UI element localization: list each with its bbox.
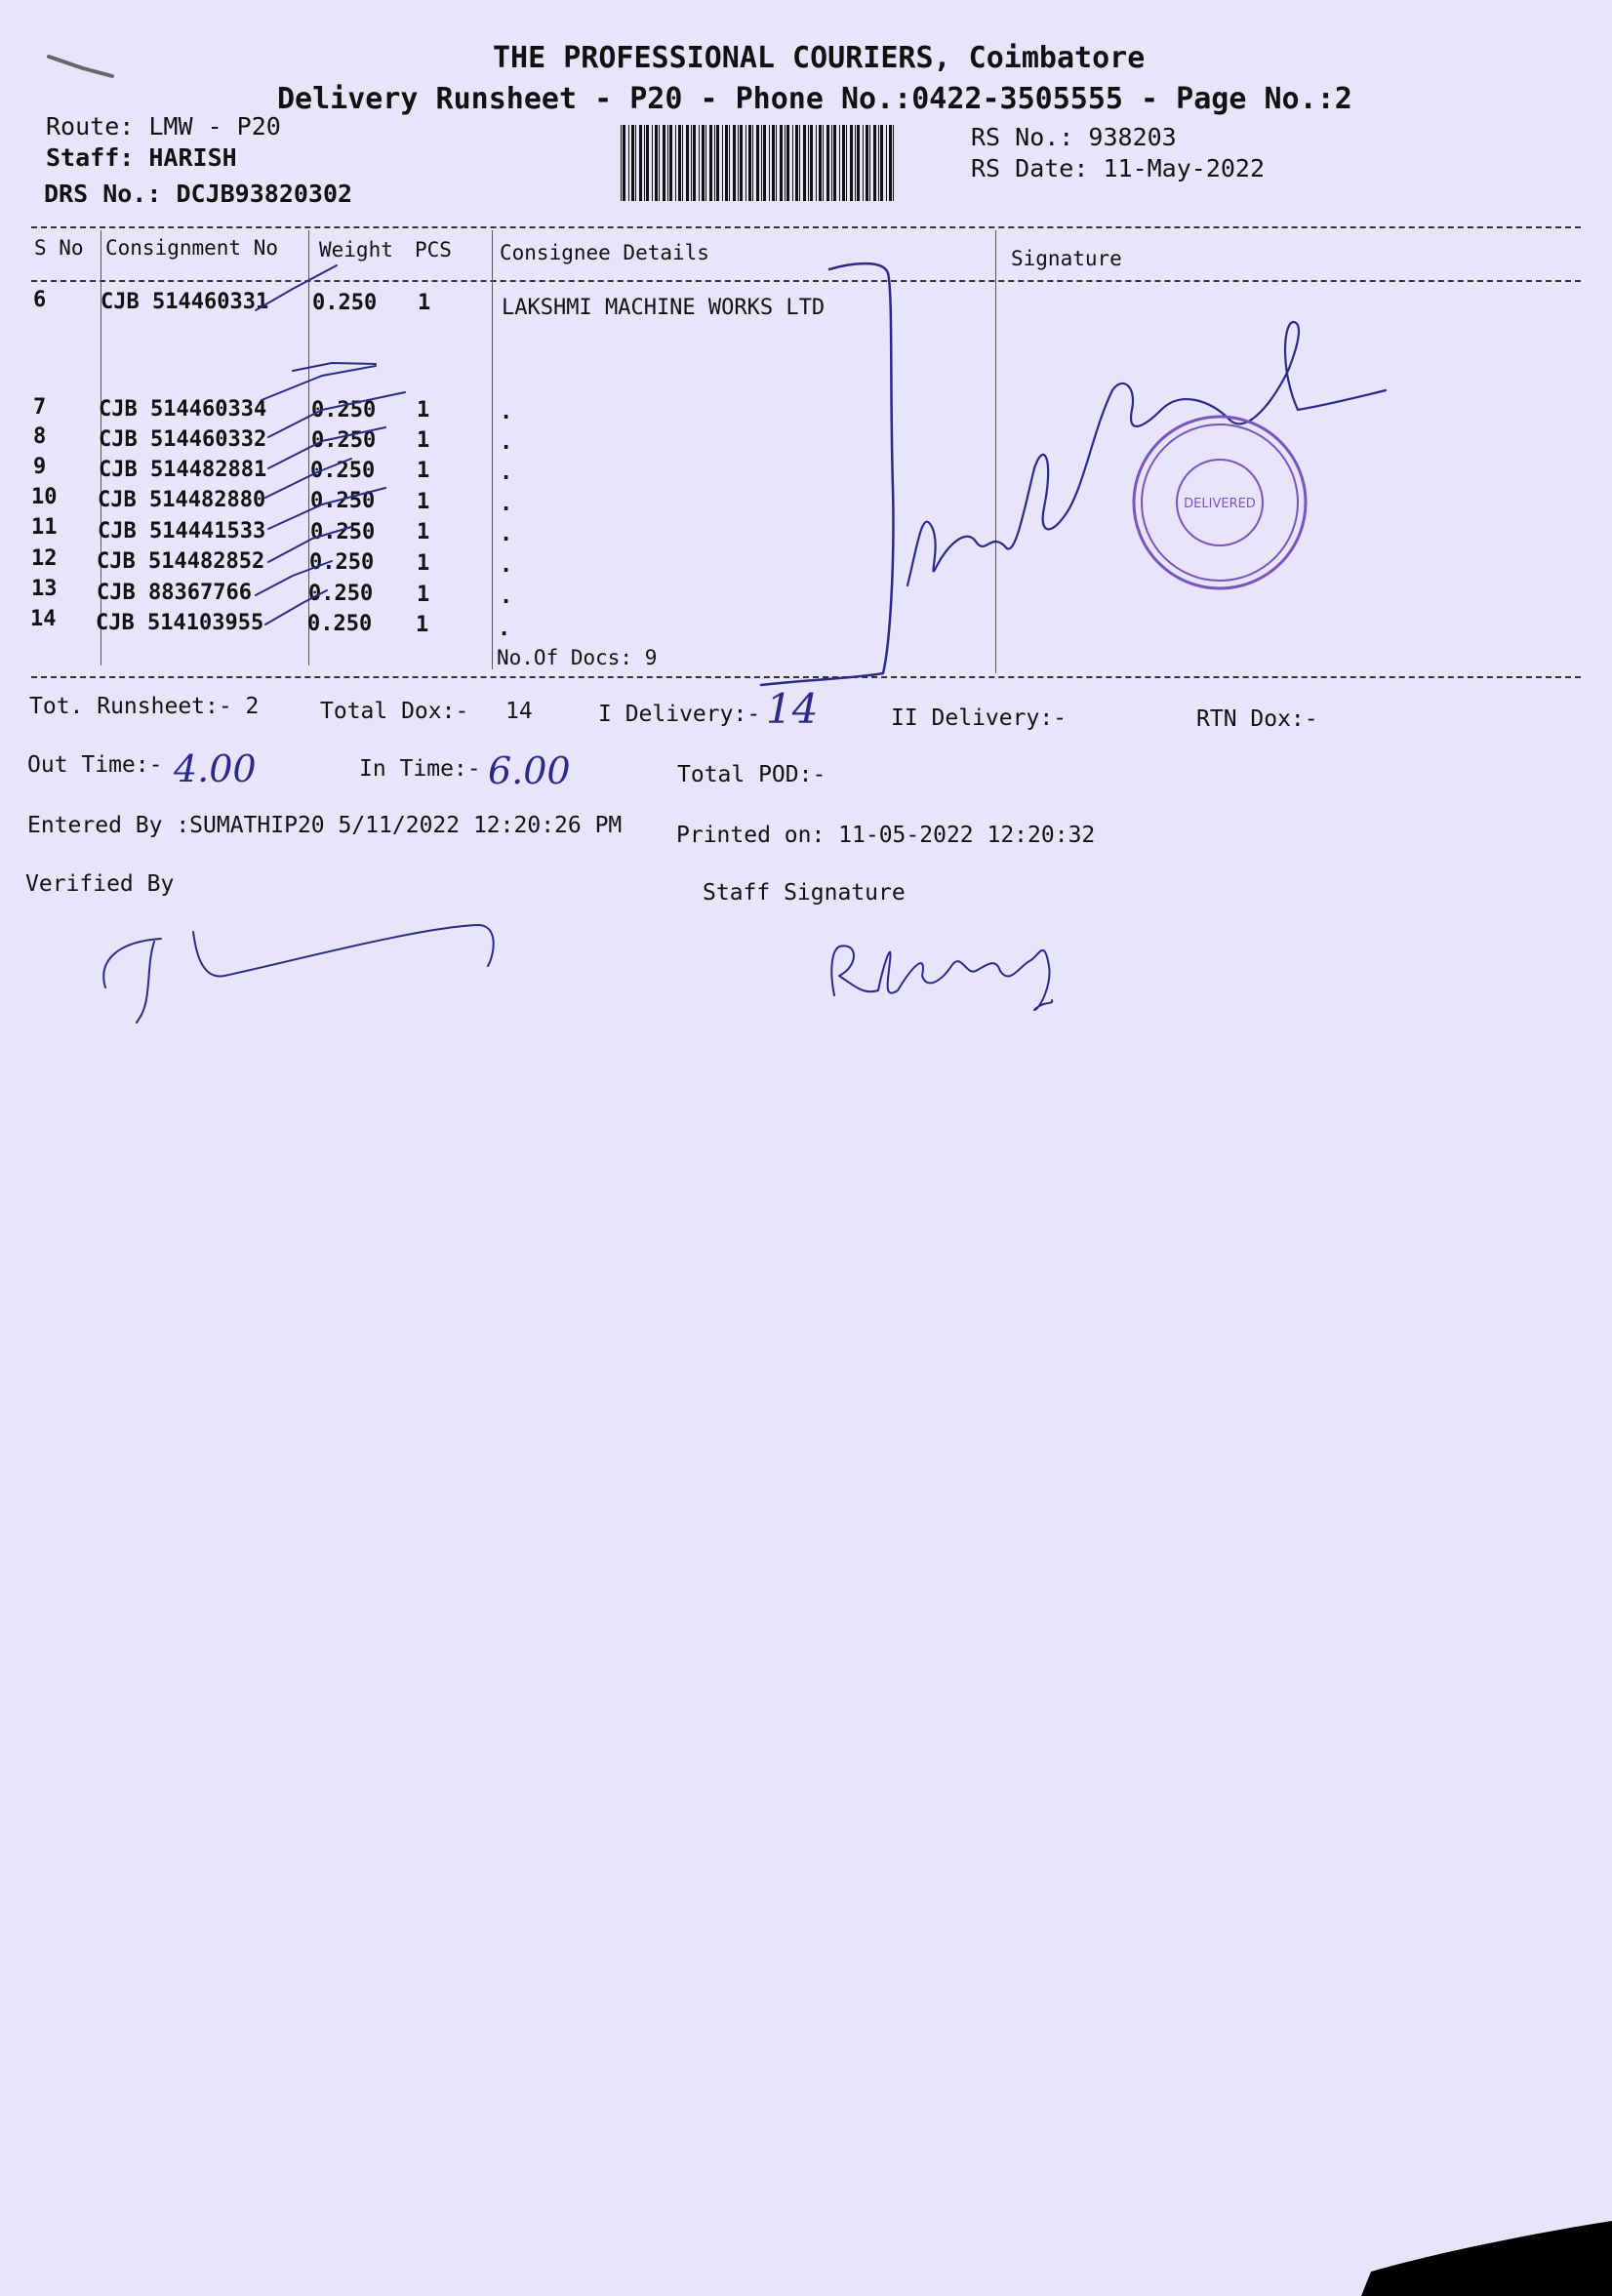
entered-by: Entered By :SUMATHIP20 5/11/2022 12:20:26 PM xyxy=(27,813,623,838)
in-time: In Time:- xyxy=(359,756,481,782)
row-consignee: . xyxy=(500,400,513,424)
row-sno: 11 xyxy=(31,515,58,540)
row-pcs: 1 xyxy=(416,613,429,637)
verified-by: Verified By xyxy=(25,871,175,897)
row-consignment: CJB 514441533 xyxy=(98,519,266,544)
drs-number: DRS No.: DCJB93820302 xyxy=(44,180,353,208)
row-pcs: 1 xyxy=(417,583,430,607)
row-pcs: 1 xyxy=(418,291,431,315)
in-time-handwritten: 6.00 xyxy=(488,749,571,792)
runsheet-subtitle: Delivery Runsheet - P20 - Phone No.:0422-3505555 - Page No.:2 xyxy=(277,82,1352,116)
total-pod: Total POD:- xyxy=(677,762,826,787)
row-sno: 14 xyxy=(30,607,57,631)
row-pcs: 1 xyxy=(417,551,430,576)
row-weight: 0.250 xyxy=(307,612,373,636)
row-pcs: 1 xyxy=(417,459,430,483)
row-pcs: 1 xyxy=(417,490,430,514)
i-delivery-handwritten: 14 xyxy=(766,685,819,733)
row-weight: 0.250 xyxy=(308,582,374,606)
row-sno: 12 xyxy=(31,546,58,571)
row-sno: 10 xyxy=(31,485,58,509)
row-weight: 0.250 xyxy=(310,489,376,513)
row-consignee: . xyxy=(500,461,513,485)
row-weight: 0.250 xyxy=(309,550,375,575)
row-weight: 0.250 xyxy=(311,398,377,423)
rtn-dox: RTN Dox:- xyxy=(1196,706,1318,732)
row-consignment: CJB 514482880 xyxy=(98,488,266,512)
row-weight: 0.250 xyxy=(311,428,377,453)
row-consignee: LAKSHMI MACHINE WORKS LTD xyxy=(502,296,826,320)
i-delivery: I Delivery:- xyxy=(598,702,761,727)
row-consignee: . xyxy=(500,553,513,578)
company-title: THE PROFESSIONAL COURIERS, Coimbatore xyxy=(493,41,1146,75)
row-consignee: . xyxy=(500,430,513,455)
row-consignment: CJB 514460334 xyxy=(99,397,267,422)
total-dox-value: 14 xyxy=(505,699,533,724)
row-sno: 6 xyxy=(33,288,47,312)
row-pcs: 1 xyxy=(417,428,430,453)
row-consignee: . xyxy=(500,492,513,516)
col-header-consignee: Consignee Details xyxy=(500,241,709,264)
row-sno: 13 xyxy=(31,577,58,601)
total-dox-label: Total Dox:- xyxy=(320,699,469,724)
row-consignment: CJB 514103955 xyxy=(96,611,264,635)
col-header-sno: S No xyxy=(34,236,84,260)
stamp-text: DELIVERED xyxy=(1184,497,1256,511)
no-of-docs: No.Of Docs: 9 xyxy=(497,646,658,669)
staff-signature xyxy=(0,0,1612,1073)
row-pcs: 1 xyxy=(417,398,430,423)
staff-signature-label: Staff Signature xyxy=(703,880,906,906)
staff-label: Staff: HARISH xyxy=(46,143,237,172)
out-time-handwritten: 4.00 xyxy=(174,747,257,790)
row-consignment: CJB 514460331 xyxy=(101,290,269,314)
row-sno: 8 xyxy=(33,424,47,449)
row-consignee: . xyxy=(500,584,513,609)
rs-date: RS Date: 11-May-2022 xyxy=(971,154,1266,182)
printed-on: Printed on: 11-05-2022 12:20:32 xyxy=(676,823,1096,848)
row-consignee: . xyxy=(498,617,511,641)
col-header-signature: Signature xyxy=(1011,247,1122,270)
out-time: Out Time:- xyxy=(27,752,163,778)
rs-number: RS No.: 938203 xyxy=(971,123,1177,151)
row-consignment: CJB 514460332 xyxy=(99,427,267,452)
col-header-weight: Weight xyxy=(319,238,393,262)
row-consignment: CJB 88367766 xyxy=(97,581,252,605)
ii-delivery: II Delivery:- xyxy=(891,705,1068,731)
row-consignment: CJB 514482852 xyxy=(97,549,265,574)
row-consignment: CJB 514482881 xyxy=(99,458,267,482)
row-weight: 0.250 xyxy=(310,459,376,483)
row-weight: 0.250 xyxy=(312,291,378,315)
col-header-pcs: PCS xyxy=(415,238,452,262)
tot-runsheet: Tot. Runsheet:- 2 xyxy=(29,694,260,719)
row-weight: 0.250 xyxy=(310,520,376,544)
row-sno: 9 xyxy=(33,455,47,479)
route-label: Route: LMW - P20 xyxy=(46,112,281,141)
scan-edge-mark xyxy=(1361,2213,1612,2296)
row-pcs: 1 xyxy=(417,520,430,544)
col-header-consignment: Consignment No xyxy=(105,236,279,260)
row-consignee: . xyxy=(500,522,513,546)
row-sno: 7 xyxy=(33,395,47,420)
